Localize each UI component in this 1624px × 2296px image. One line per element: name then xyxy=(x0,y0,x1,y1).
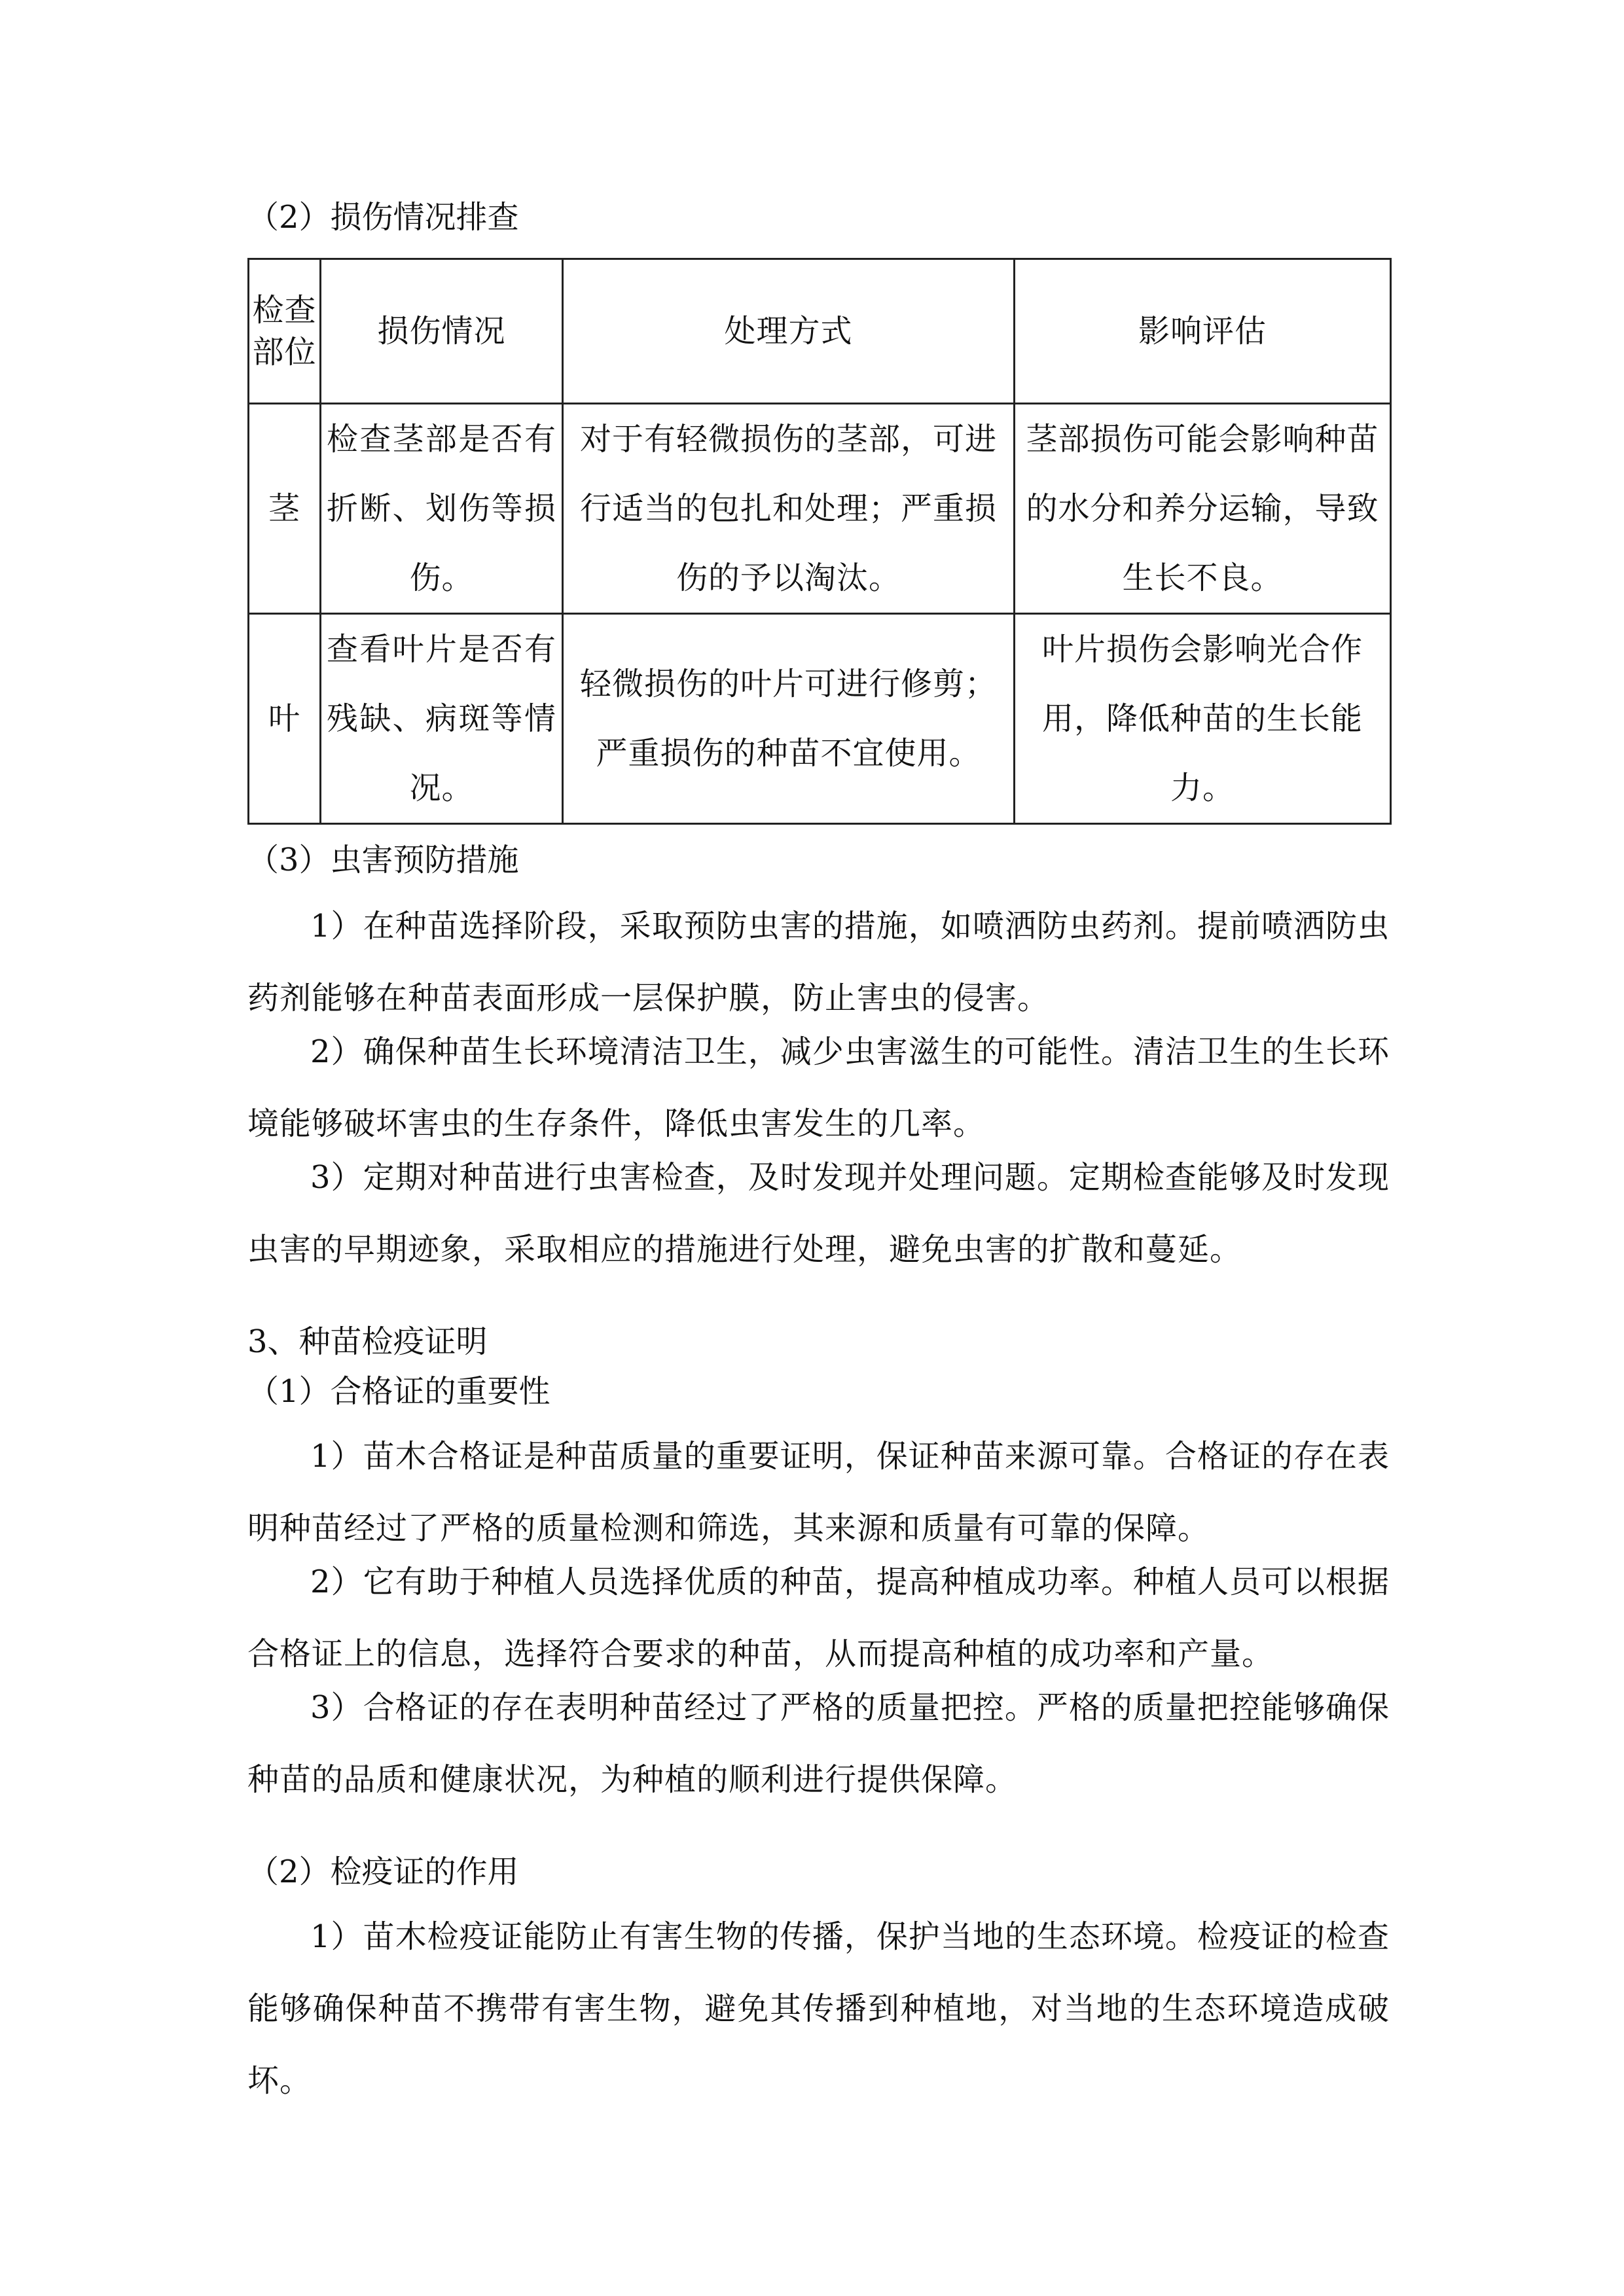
cell-part: 茎 xyxy=(249,404,321,614)
subheading-certificate-importance: （1）合格证的重要性 xyxy=(247,1373,550,1410)
damage-check-table xyxy=(247,258,1392,825)
cell-damage: 检查茎部是否有折断、划伤等损伤。 xyxy=(321,404,563,614)
table-row xyxy=(249,404,1391,614)
paragraph-pest-2: 2）确保种苗生长环境清洁卫生，减少虫害滋生的可能性。清洁卫生的生长环境能够破坏害虫的生存条件，降低虫害发生的几率。 xyxy=(247,1033,1390,1142)
header-cell-impact: 影响评估 xyxy=(1015,259,1391,404)
cell-impact: 茎部损伤可能会影响种苗的水分和养分运输，导致生长不良。 xyxy=(1015,404,1391,614)
cell-impact: 叶片损伤会影响光合作用，降低种苗的生长能力。 xyxy=(1015,614,1391,824)
paragraph-certificate-1: 1）苗木合格证是种苗质量的重要证明，保证种苗来源可靠。合格证的存在表明种苗经过了严格的质量检测和筛选，其来源和质量有可靠的保障。 xyxy=(247,1438,1390,1547)
cell-treatment: 轻微损伤的叶片可进行修剪；严重损伤的种苗不宜使用。 xyxy=(563,614,1015,824)
cell-part: 叶 xyxy=(249,614,321,824)
header-cell-damage: 损伤情况 xyxy=(321,259,563,404)
paragraph-certificate-3: 3）合格证的存在表明种苗经过了严格的质量把控。严格的质量把控能够确保种苗的品质和健康状况，为种植的顺利进行提供保障。 xyxy=(247,1689,1390,1798)
chapter-heading-quarantine: 3、种苗检疫证明 xyxy=(247,1323,488,1360)
paragraph-quarantine-1: 1）苗木检疫证能防止有害生物的传播，保护当地的生态环境。检疫证的检查能够确保种苗不携带有害生物，避免其传播到种植地，对当地的生态环境造成破坏。 xyxy=(247,1918,1390,2099)
section-heading-pest-prevention: （3）虫害预防措施 xyxy=(247,842,519,878)
header-cell-part: 检查部位 xyxy=(249,259,321,404)
cell-damage: 查看叶片是否有残缺、病斑等情况。 xyxy=(321,614,563,824)
cell-treatment: 对于有轻微损伤的茎部，可进行适当的包扎和处理；严重损伤的予以淘汰。 xyxy=(563,404,1015,614)
table-header-row xyxy=(249,259,1391,404)
header-cell-treatment: 处理方式 xyxy=(563,259,1015,404)
paragraph-pest-3: 3）定期对种苗进行虫害检查，及时发现并处理问题。定期检查能够及时发现虫害的早期迹象，采取相应的措施进行处理，避免虫害的扩散和蔓延。 xyxy=(247,1159,1390,1268)
paragraph-pest-1: 1）在种苗选择阶段，采取预防虫害的措施，如喷洒防虫药剂。提前喷洒防虫药剂能够在种苗表面形成一层保护膜，防止害虫的侵害。 xyxy=(247,908,1390,1016)
paragraph-certificate-2: 2）它有助于种植人员选择优质的种苗，提高种植成功率。种植人员可以根据合格证上的信息，选择符合要求的种苗，从而提高种植的成功率和产量。 xyxy=(247,1564,1390,1672)
table-row xyxy=(249,614,1391,824)
section-heading-damage-check: （2）损伤情况排查 xyxy=(247,199,519,236)
subheading-quarantine-function: （2）检疫证的作用 xyxy=(247,1854,519,1890)
